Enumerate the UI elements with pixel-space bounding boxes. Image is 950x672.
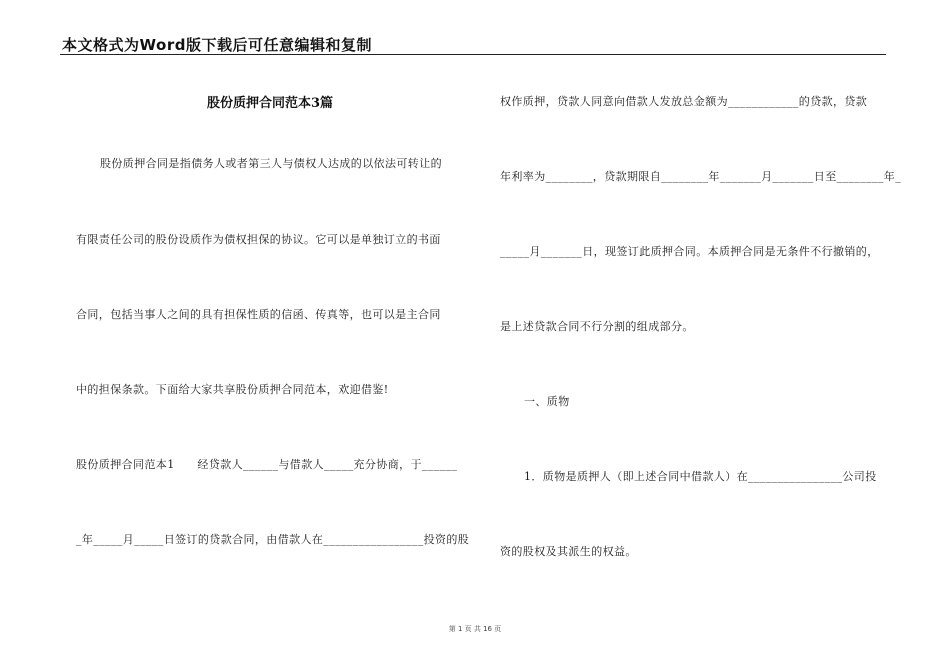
document-title: 股份质押合同范本3篇: [206, 96, 334, 111]
right-line-2: 年利率为________，贷款期限自________年_______月_______日至________年_: [500, 170, 902, 183]
left-line-3: 合同，包括当事人之间的具有担保性质的信函、传真等，也可以是主合同: [76, 308, 441, 321]
left-line-1: 股份质押合同是指债务人或者第三人与债权人达成的以依法可转让的: [100, 157, 442, 170]
right-line-6: 1．质物是质押人（即上述合同中借款人）在________________公司投: [524, 470, 877, 483]
page-footer: 第 1 页 共 16 页: [448, 625, 502, 633]
left-line-4: 中的担保条款。下面给大家共享股份质押合同范本，欢迎借鉴!: [76, 383, 389, 396]
left-line-6: _年_____月_____日签订的贷款合同，由借款人在_________________投资的股: [76, 533, 470, 546]
left-line-5: 股份质押合同范本1 经贷款人______与借款人_____充分协商，于______: [76, 458, 458, 471]
document-banner: 本文格式为Word版下载后可任意编辑和复制: [62, 36, 372, 54]
section-heading-1: 一、质物: [524, 395, 570, 408]
left-line-2: 有限责任公司的股份设质作为债权担保的协议。它可以是单独订立的书面: [76, 233, 441, 246]
banner-divider: [60, 54, 886, 55]
right-line-4: 是上述贷款合同不行分割的组成部分。: [500, 320, 694, 333]
right-line-3: _____月_______日，现签订此质押合同。本质押合同是无条件不行撤销的，: [500, 245, 879, 258]
right-line-7: 资的股权及其派生的权益。: [500, 545, 637, 558]
right-line-1: 权作质押，贷款人同意向借款人发放总金额为____________的贷款，贷款: [500, 95, 868, 108]
